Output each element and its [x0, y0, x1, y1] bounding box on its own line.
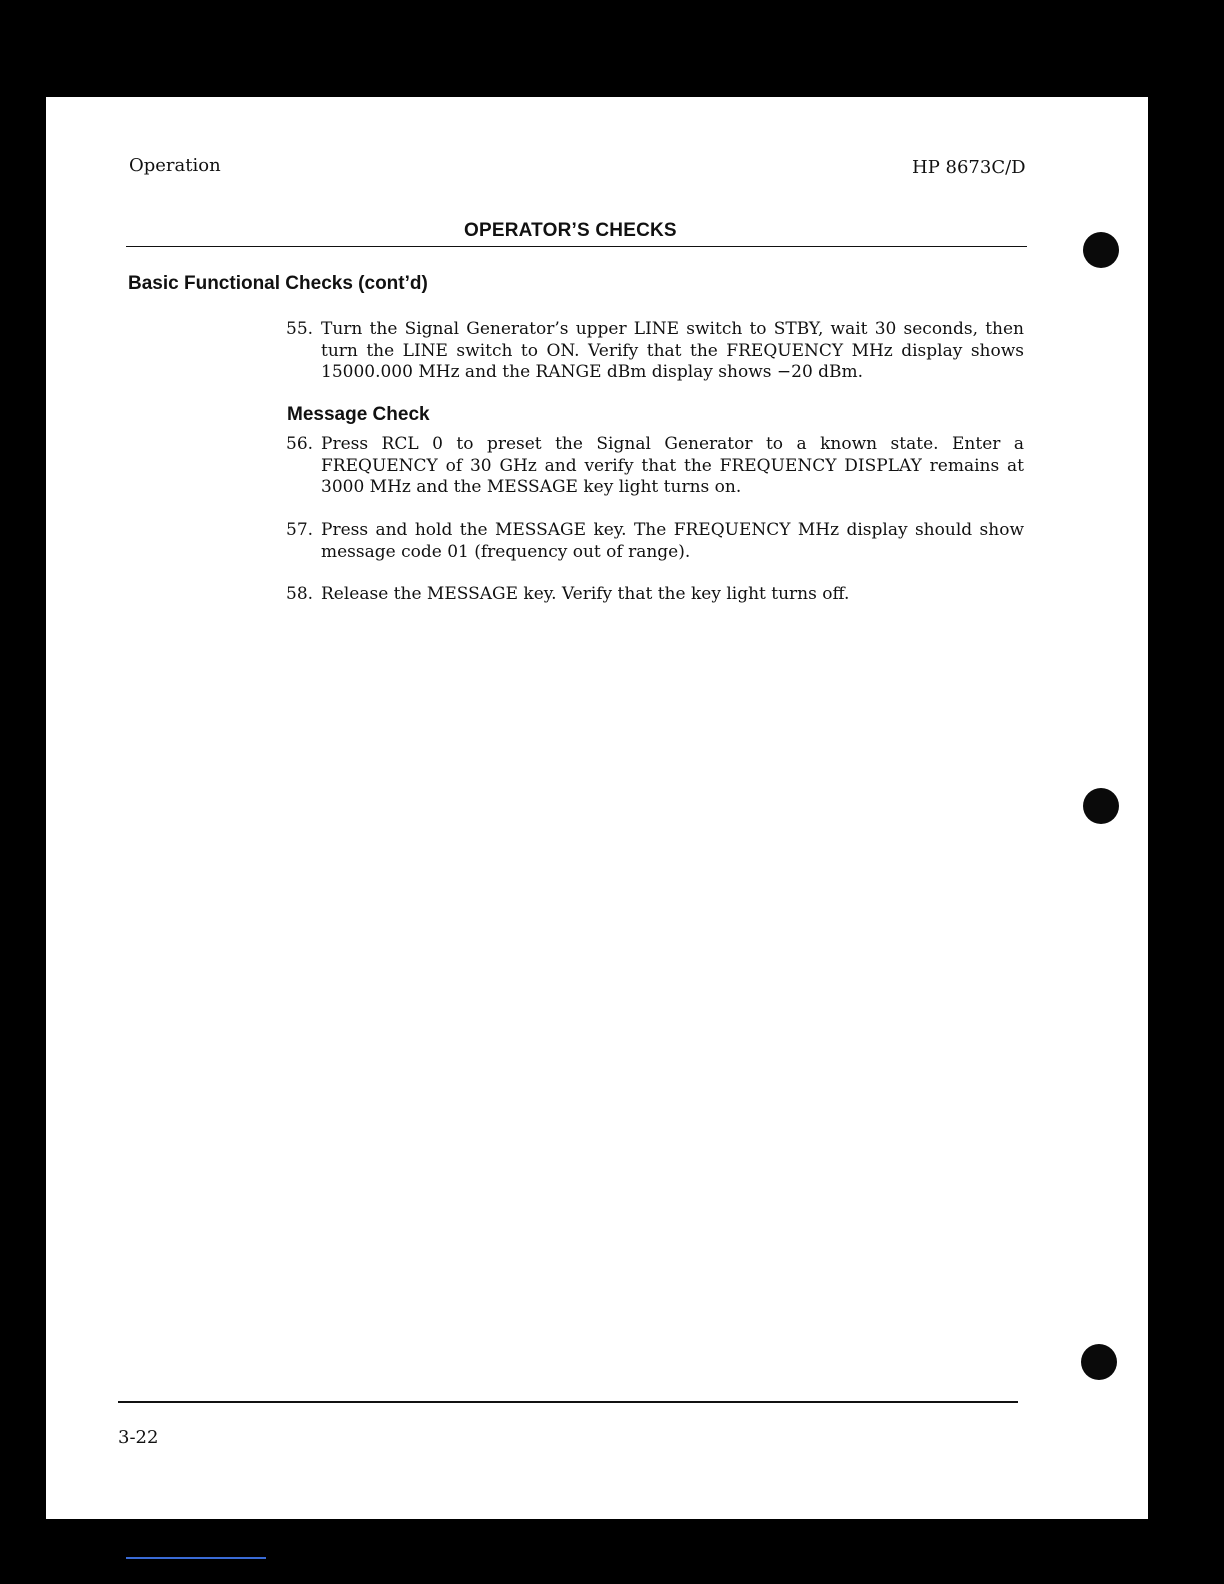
step-number: 56.	[286, 434, 314, 454]
subhead-basic-functional-checks: Basic Functional Checks (cont’d)	[128, 273, 428, 294]
step-text: Press and hold the MESSAGE key. The FREQUENCY MHz display should show message code 01 (frequency out of range).	[321, 520, 1024, 562]
bottom-rule	[118, 1401, 1018, 1403]
step-58	[286, 584, 1024, 606]
binder-hole-icon	[1081, 1344, 1117, 1380]
binder-hole-icon	[1083, 788, 1119, 824]
step-number: 58.	[286, 584, 314, 604]
step-number: 57.	[286, 520, 314, 540]
step-text: Press RCL 0 to preset the Signal Generator to a known state. Enter a FREQUENCY of 30 GHz and verify that the FREQUENCY DISPLAY remains at 3000 MHz and the MESSAGE key light turns on.	[321, 434, 1024, 497]
step-56	[286, 434, 1024, 499]
binder-hole-icon	[1083, 232, 1119, 268]
step-text: Release the MESSAGE key. Verify that the key light turns off.	[321, 584, 850, 604]
step-57	[286, 520, 1024, 563]
header-right: HP 8673C/D	[912, 157, 1026, 178]
step-55	[286, 319, 1024, 384]
document-page	[46, 97, 1148, 1519]
section-title: OPERATOR’S CHECKS	[464, 220, 677, 241]
step-number: 55.	[286, 319, 314, 339]
page-number: 3-22	[118, 1427, 159, 1448]
scan-edge-mark	[126, 1557, 266, 1559]
subhead-message-check: Message Check	[287, 404, 430, 425]
header-left: Operation	[129, 155, 221, 176]
top-rule	[126, 246, 1027, 247]
step-text: Turn the Signal Generator’s upper LINE switch to STBY, wait 30 seconds, then turn the LINE switch to ON. Verify that the FREQUENCY MHz display shows 15000.000 MHz and the RANGE dBm display shows −20 dBm.	[321, 319, 1024, 382]
